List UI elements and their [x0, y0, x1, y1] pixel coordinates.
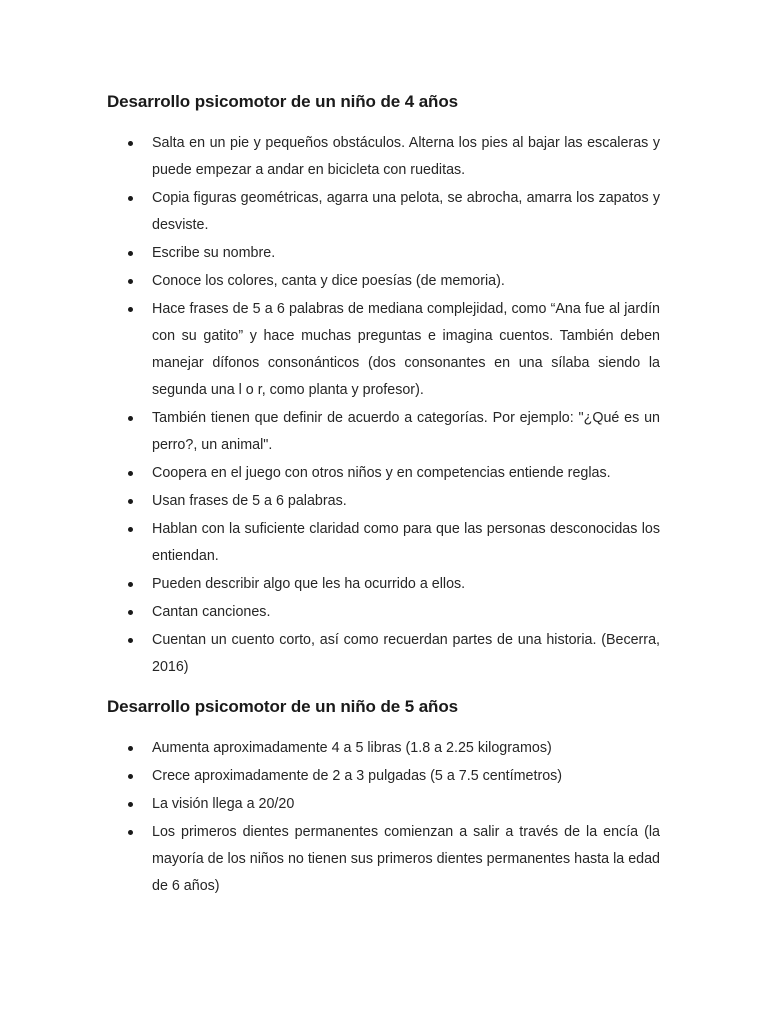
bullet-icon: [128, 582, 133, 587]
list-item: Copia figuras geométricas, agarra una pelota, se abrocha, amarra los zapatos y desviste.: [107, 185, 660, 239]
list-item: La visión llega a 20/20: [107, 791, 660, 818]
bullet-icon: [128, 471, 133, 476]
list-item: Hablan con la suficiente claridad como para que las personas desconocidas los entiendan.: [107, 516, 660, 570]
bullet-icon: [128, 774, 133, 779]
bullet-icon: [128, 141, 133, 146]
bullet-icon: [128, 830, 133, 835]
bullet-icon: [128, 610, 133, 615]
bullet-icon: [128, 307, 133, 312]
list-item: Cantan canciones.: [107, 599, 660, 626]
list-item: Los primeros dientes permanentes comienzan a salir a través de la encía (la mayoría de los niños no tienen sus primeros dientes permanentes hasta la edad de 6 años): [107, 819, 660, 900]
section-title-5-years: Desarrollo psicomotor de un niño de 5 años: [107, 697, 458, 716]
bullet-icon: [128, 638, 133, 643]
bullet-icon: [128, 802, 133, 807]
bullet-list-5-years: [107, 735, 660, 901]
list-item: Usan frases de 5 a 6 palabras.: [107, 488, 660, 515]
bullet-icon: [128, 279, 133, 284]
bullet-icon: [128, 527, 133, 532]
list-item: También tienen que definir de acuerdo a categorías. Por ejemplo: "¿Qué es un perro?, un animal".: [107, 405, 660, 459]
list-item: Pueden describir algo que les ha ocurrido a ellos.: [107, 571, 660, 598]
list-item: Aumenta aproximadamente 4 a 5 libras (1.8 a 2.25 kilogramos): [107, 735, 660, 762]
list-item: Cuentan un cuento corto, así como recuerdan partes de una historia. (Becerra, 2016): [107, 627, 660, 681]
bullet-icon: [128, 416, 133, 421]
list-item: Conoce los colores, canta y dice poesías (de memoria).: [107, 268, 660, 295]
bullet-icon: [128, 251, 133, 256]
list-item: Escribe su nombre.: [107, 240, 660, 267]
list-item: Coopera en el juego con otros niños y en competencias entiende reglas.: [107, 460, 660, 487]
bullet-icon: [128, 196, 133, 201]
bullet-list-4-years: [107, 130, 660, 682]
list-item: Salta en un pie y pequeños obstáculos. Alterna los pies al bajar las escaleras y puede empezar a andar en bicicleta con rueditas.: [107, 130, 660, 184]
section-title-4-years: Desarrollo psicomotor de un niño de 4 años: [107, 92, 458, 111]
list-item: Hace frases de 5 a 6 palabras de mediana complejidad, como “Ana fue al jardín con su gatito” y hace muchas preguntas e imagina cuentos. También deben manejar dífonos consonánticos (dos consonantes en una sílaba siendo la segunda una l o r, como planta y profesor).: [107, 296, 660, 404]
bullet-icon: [128, 746, 133, 751]
bullet-icon: [128, 499, 133, 504]
list-item: Crece aproximadamente de 2 a 3 pulgadas (5 a 7.5 centímetros): [107, 763, 660, 790]
